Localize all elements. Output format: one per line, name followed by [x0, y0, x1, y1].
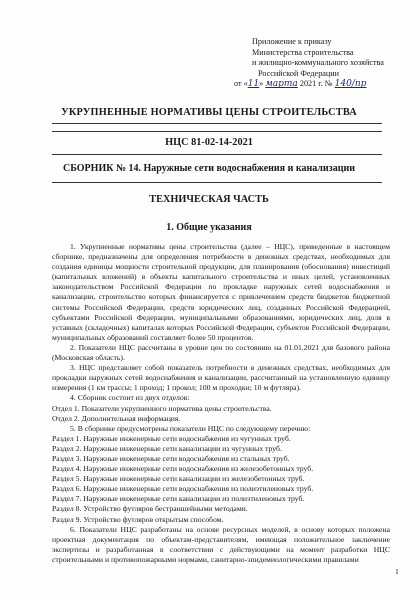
divider	[52, 131, 382, 132]
approval-line: Приложение к приказу	[252, 37, 332, 46]
section-list-item: Раздел 7. Наружные инженерные сети канализации из полиэтиленовых труб.	[52, 494, 305, 504]
standard-code: НЦС 81-02-14-2021	[165, 137, 253, 148]
paragraph-2: 2. Показатели НЦС рассчитаны в уровне цен по состоянию на 01.01.2021 для базового района (Московская область).	[52, 342, 390, 363]
approval-date-line	[234, 79, 402, 90]
approval-line: Министерства строительства	[252, 47, 354, 57]
section-list-item: Раздел 8. Устройство футляров бестраншейными методами.	[52, 504, 248, 514]
date-prefix: от «	[234, 79, 248, 89]
document-heading: УКРУПНЕННЫЕ НОРМАТИВЫ ЦЕНЫ СТРОИТЕЛЬСТВА	[61, 107, 357, 118]
section-list-item: Раздел 4. Наружные инженерные сети водоснабжения из железобетонных труб.	[52, 464, 314, 474]
section-list-item: Раздел 2. Наружные инженерные сети канализации из чугунных труб.	[52, 443, 282, 453]
approval-block	[234, 37, 402, 90]
section-list-item: Раздел 3. Наружные инженерные сети водоснабжения из стальных труб.	[52, 453, 290, 463]
section-list-item: Раздел 9. Устройство футляров открытым способом.	[52, 514, 224, 524]
page-number: 1	[395, 567, 399, 576]
section-list-item: Раздел 5. Наружные инженерные сети канализации из железобетонных труб.	[52, 474, 305, 484]
paragraph-4: 4. Сборник состоит из двух отделов:	[70, 393, 190, 403]
technical-part-heading: ТЕХНИЧЕСКАЯ ЧАСТЬ	[149, 194, 269, 205]
department-item: Отдел 2. Дополнительная информация.	[52, 413, 181, 423]
approval-line: Российской Федерации	[258, 68, 340, 78]
approval-line: и жилищно-коммунального хозяйства	[252, 58, 384, 68]
handwritten-day: 11	[247, 79, 260, 90]
divider	[52, 182, 382, 183]
divider	[52, 154, 382, 155]
paragraph-6: 6. Показатели НЦС разработаны на основе ресурсных моделей, в основу которых положена проектная документация по объектам-представителям, имеющая положительное заключение экспертизы и разработанная в соответствии с действующими на момент разработки НЦС строительными и противопожарными нормами, санитарно-эпидемиологическими правилами	[52, 524, 390, 564]
paragraph-1: 1. Укрупненные нормативы цены строительства (далее – НЦС), приведенные в настоящем сборнике, предназначены для определения потребности в денежных средствах, необходимых для создания единицы мощности строительной продукции, для планирования (обоснования) инвестиций (капитальных вложений) в объекты капитального строительства и иных целей, установленных законодательством Российской Федерации по прокладке наружных сетей водоснабжения и канализации, строительство которых финансируется с привлечением средств бюджетов бюджетной системы Российской Федерации, средств юридических лиц, созданных Российской Федерацией, субъектами Российской Федерации, муниципальными образованиями, юридических лиц, доля в уставных (складочных) капиталах которых Российской Федерации, субъектов Российской Федерации, муниципальных образований составляет более 50 процентов.	[52, 242, 390, 342]
handwritten-number: 140/пр	[334, 79, 367, 90]
paragraph-5: 5. В сборнике предусмотрены показатели НЦС по следующему перечню:	[70, 423, 311, 433]
divider	[52, 123, 382, 124]
date-mid: »	[259, 79, 266, 89]
section-list-item: Раздел 1. Наружные инженерные сети водоснабжения из чугунных труб.	[52, 433, 291, 443]
paragraph-3: 3. НЦС представляет собой показатель потребности в денежных средствах, необходимых для прокладки наружных сетей водоснабжения и канализации, рассчитанный на установленную единицу измерения (1 км трассы; 1 проход; 1 прокол; 100 м проходки; 10 м футляра).	[52, 363, 390, 393]
section-heading: 1. Общие указания	[166, 222, 252, 233]
collection-title: СБОРНИК № 14. Наружные сети водоснабжения и канализации	[63, 163, 355, 174]
department-item: Отдел 1. Показатели укрупненного норматива цены строительства.	[52, 403, 272, 413]
section-list-item: Раздел 6. Наружные инженерные сети водоснабжения из полиэтиленовых труб.	[52, 484, 314, 494]
date-suffix: 2021 г. №	[297, 79, 335, 89]
handwritten-month: марта	[265, 79, 298, 90]
document-body	[52, 242, 390, 565]
